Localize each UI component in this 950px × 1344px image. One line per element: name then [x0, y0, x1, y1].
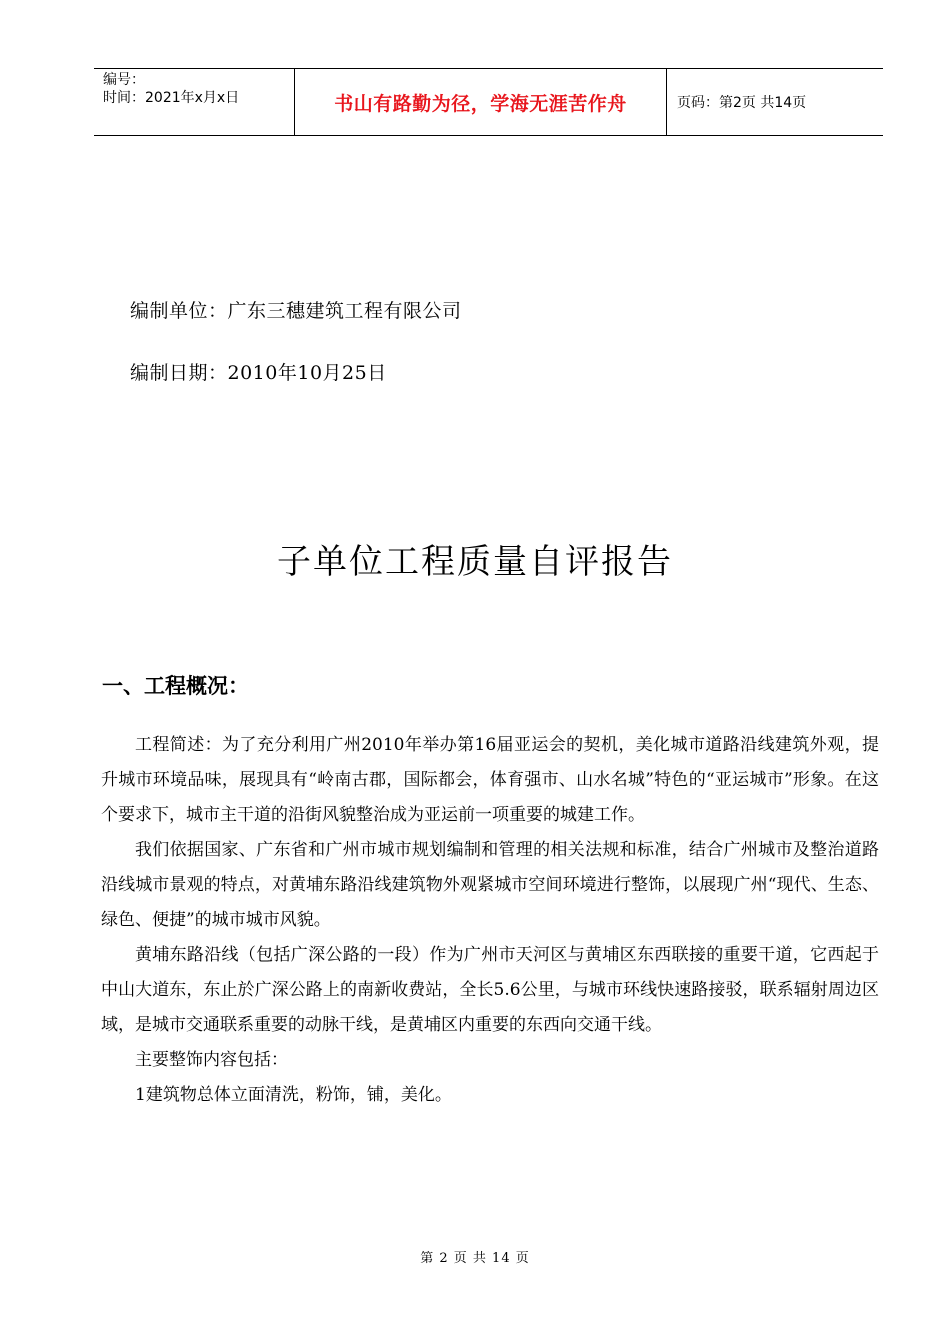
- paragraph: 1建筑物总体立面清洗，粉饰，铺，美化。: [135, 1085, 452, 1105]
- header-left-cell: [94, 69, 295, 135]
- compiling-unit: 编制单位：广东三穗建筑工程有限公司: [130, 300, 462, 322]
- page-footer: 第 2 页 共 14 页: [420, 1251, 530, 1266]
- page-header: [94, 68, 883, 136]
- page-title: 子单位工程质量自评报告: [277, 542, 673, 582]
- paragraph: 黄埔东路沿线（包括广深公路的一段）作为广州市天河区与黄埔区东西联接的重要干道，它西起于中山大道东，东止於广深公路上的南新收费站，全长5.6公里，与城市环线快速路接驳，联系辐射周边区域，是城市交通联系重要的动脉干线，是黄埔区内重要的东西向交通干线。: [101, 945, 879, 1035]
- document-number-label: 编号：: [103, 72, 145, 88]
- overview-body: [101, 728, 879, 1113]
- section-heading-overview: 一、工程概况：: [102, 674, 249, 698]
- paragraph: 我们依据国家、广东省和广州市城市规划编制和管理的相关法规和标准，结合广州城市及整治道路沿线城市景观的特点，对黄埔东路沿线建筑物外观紧城市空间环境进行整饰，以展现广州“现代、生态、绿色、便捷”的城市城市风貌。: [101, 840, 879, 930]
- paragraph: 工程简述：为了充分利用广州2010年举办第16届亚运会的契机，美化城市道路沿线建筑外观，提升城市环境品味，展现具有“岭南古郡，国际都会，体育强市、山水名城”特色的“亚运城市”形象。在这个要求下，城市主干道的沿街风貌整治成为亚运前一项重要的城建工作。: [101, 735, 879, 825]
- header-page-info: 页码：第2页 共14页: [677, 95, 807, 111]
- document-time-label: 时间：2021年x月x日: [103, 90, 240, 106]
- paragraph: 主要整饰内容包括：: [135, 1050, 288, 1070]
- compiling-date: 编制日期：2010年10月25日: [130, 362, 387, 384]
- header-motto: 书山有路勤为径，学海无涯苦作舟: [295, 69, 667, 135]
